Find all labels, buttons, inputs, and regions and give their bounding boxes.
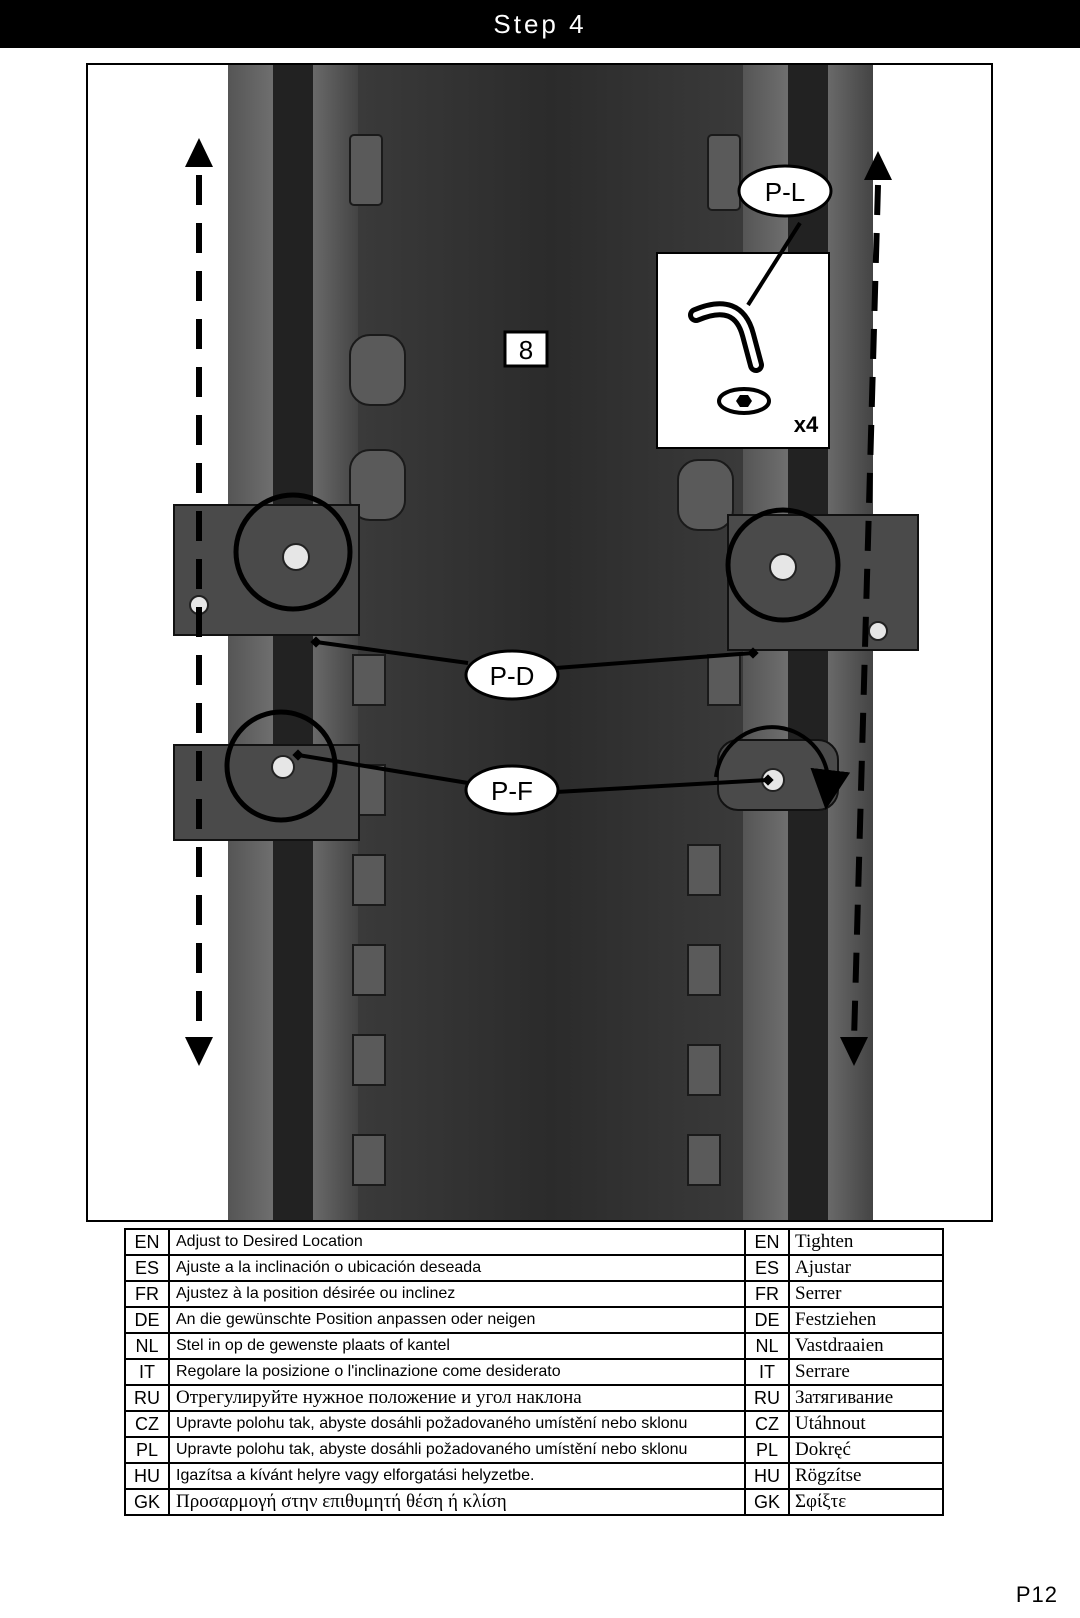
language-code: IT xyxy=(125,1359,169,1385)
adjust-instruction: Regolare la posizione o l'inclinazione come desiderato xyxy=(169,1359,745,1385)
action-language-code: CZ xyxy=(745,1411,789,1437)
action-language-code: FR xyxy=(745,1281,789,1307)
pd-callout-label: P-D xyxy=(489,661,535,691)
action-language-code: IT xyxy=(745,1359,789,1385)
instruction-row xyxy=(125,1255,943,1281)
language-code: FR xyxy=(125,1281,169,1307)
step-header xyxy=(0,0,1080,48)
action-language-code: PL xyxy=(745,1437,789,1463)
language-code: PL xyxy=(125,1437,169,1463)
assembly-photo xyxy=(86,63,993,1222)
language-code: GK xyxy=(125,1489,169,1515)
adjust-instruction: Ajuste a la inclinación o ubicación deseada xyxy=(169,1255,745,1281)
language-code: RU xyxy=(125,1385,169,1411)
instruction-row xyxy=(125,1463,943,1489)
language-code: NL xyxy=(125,1333,169,1359)
language-code: EN xyxy=(125,1229,169,1255)
bolt-upper-right xyxy=(770,554,796,580)
adjust-instruction: Upravte polohu tak, abyste dosáhli požadovaného umístění nebo sklonu xyxy=(169,1411,745,1437)
bolt-lower-left xyxy=(272,756,294,778)
tighten-instruction: Vastdraaien xyxy=(789,1333,943,1359)
instruction-row xyxy=(125,1229,943,1255)
instruction-row xyxy=(125,1437,943,1463)
step-title: Step 4 xyxy=(493,9,587,39)
bolt-upper-left xyxy=(283,544,309,570)
adjust-instruction: Stel in op de gewenste plaats of kantel xyxy=(169,1333,745,1359)
action-language-code: HU xyxy=(745,1463,789,1489)
action-language-code: EN xyxy=(745,1229,789,1255)
tighten-instruction: Serrer xyxy=(789,1281,943,1307)
tighten-instruction: Utáhnout xyxy=(789,1411,943,1437)
right-bracket xyxy=(728,515,918,650)
bracket-number: 8 xyxy=(518,335,534,365)
language-code: HU xyxy=(125,1463,169,1489)
action-language-code: RU xyxy=(745,1385,789,1411)
page-number: P12 xyxy=(1015,1582,1058,1607)
tighten-instruction: Σφίξτε xyxy=(789,1489,943,1515)
instruction-row xyxy=(125,1281,943,1307)
tighten-instruction: Tighten xyxy=(789,1229,943,1255)
language-code: CZ xyxy=(125,1411,169,1437)
tighten-instruction: Festziehen xyxy=(789,1307,943,1333)
language-code: ES xyxy=(125,1255,169,1281)
adjust-instruction: An die gewünschte Position anpassen oder neigen xyxy=(169,1307,745,1333)
adjust-instruction: Adjust to Desired Location xyxy=(169,1229,745,1255)
quantity-label: x4 xyxy=(793,412,819,437)
instruction-row xyxy=(125,1359,943,1385)
instruction-row xyxy=(125,1307,943,1333)
instruction-table xyxy=(124,1228,944,1516)
adjust-instruction: Προσαρμογή στην επιθυμητή θέση ή κλίση xyxy=(169,1489,745,1515)
pl-callout-label: P-L xyxy=(764,177,806,207)
tighten-instruction: Serrare xyxy=(789,1359,943,1385)
tighten-instruction: Ajustar xyxy=(789,1255,943,1281)
action-language-code: DE xyxy=(745,1307,789,1333)
pf-callout-label: P-F xyxy=(491,776,533,806)
instruction-row xyxy=(125,1489,943,1515)
language-code: DE xyxy=(125,1307,169,1333)
instruction-row xyxy=(125,1385,943,1411)
action-language-code: NL xyxy=(745,1333,789,1359)
instruction-row xyxy=(125,1333,943,1359)
adjust-instruction: Igazítsa a kívánt helyre vagy elforgatási helyzetbe. xyxy=(169,1463,745,1489)
tighten-instruction: Затягивание xyxy=(789,1385,943,1411)
tighten-instruction: Rögzítse xyxy=(789,1463,943,1489)
assembly-illustration xyxy=(88,65,991,1220)
tighten-instruction: Dokręć xyxy=(789,1437,943,1463)
adjust-instruction: Отрегулируйте нужное положение и угол наклона xyxy=(169,1385,745,1411)
adjust-instruction: Ajustez à la position désirée ou inclinez xyxy=(169,1281,745,1307)
action-language-code: GK xyxy=(745,1489,789,1515)
instruction-row xyxy=(125,1411,943,1437)
adjust-instruction: Upravte polohu tak, abyste dosáhli požadovaného umístění nebo sklonu xyxy=(169,1437,745,1463)
action-language-code: ES xyxy=(745,1255,789,1281)
